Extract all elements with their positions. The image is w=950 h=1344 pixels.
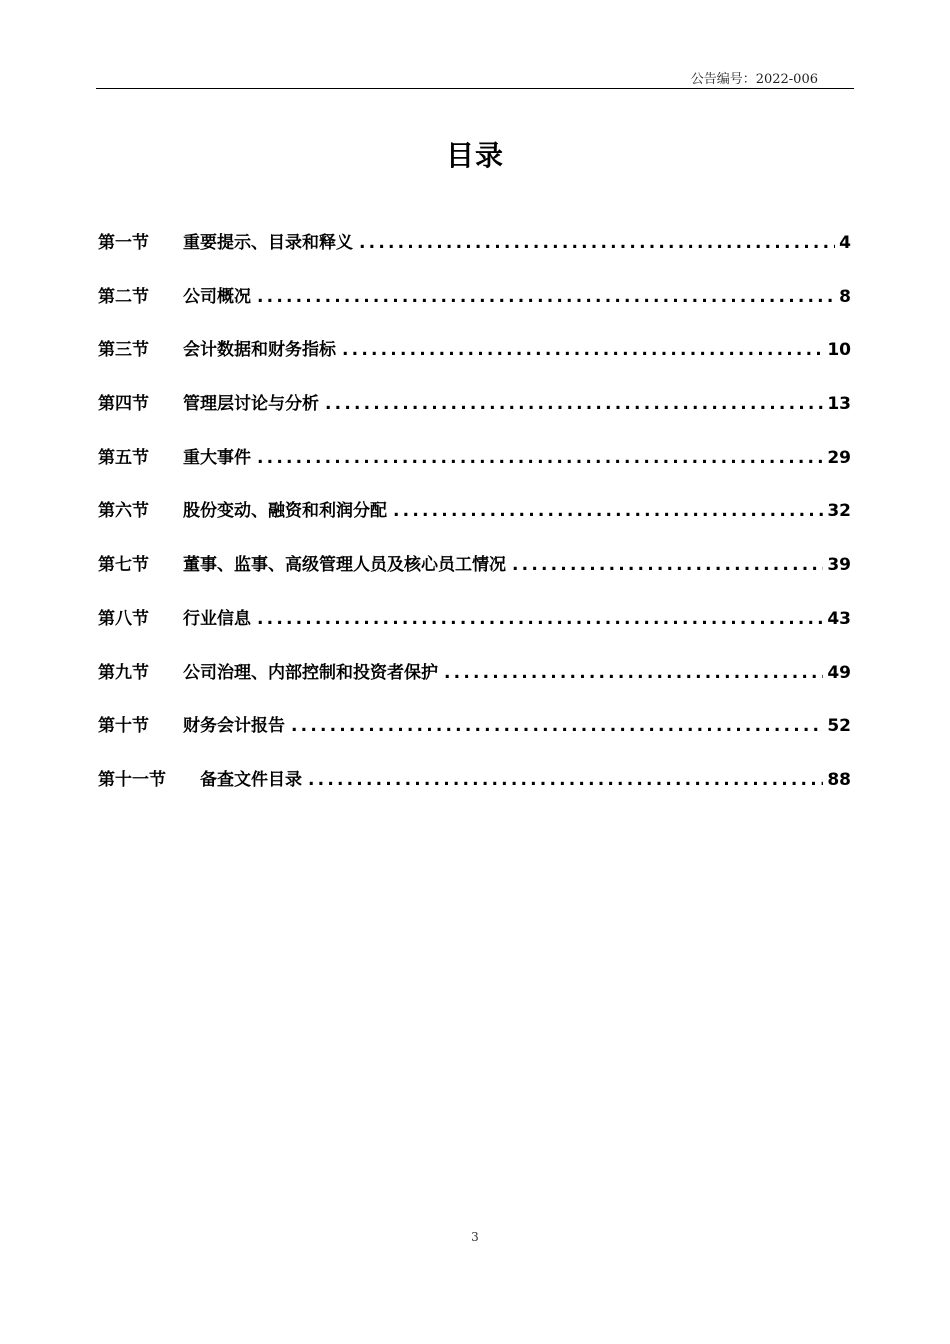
toc-page-number: 4 (839, 233, 851, 253)
toc-entry[interactable] (98, 658, 851, 712)
toc-leader-dots (444, 663, 823, 683)
toc-section-number: 第九节 (98, 662, 149, 683)
toc-leader-dots (342, 340, 823, 360)
toc-section-title: 行业信息 (183, 608, 251, 629)
toc-section-number: 第八节 (98, 608, 149, 629)
toc-page-number: 29 (827, 447, 851, 468)
toc-entry[interactable] (98, 765, 851, 819)
toc-leader-dots (257, 609, 823, 629)
toc-entry[interactable] (98, 335, 851, 389)
toc-page-number: 39 (827, 555, 851, 576)
toc-page-number: 52 (827, 716, 851, 737)
toc-entry[interactable] (98, 496, 851, 550)
toc-entry[interactable] (98, 711, 851, 765)
toc-leader-dots (257, 287, 835, 307)
page-number: 3 (471, 1230, 479, 1244)
toc-entry[interactable] (98, 389, 851, 443)
toc-leader-dots (359, 233, 835, 253)
toc-leader-dots (512, 555, 823, 575)
toc-section-title: 公司治理、内部控制和投资者保护 (183, 662, 438, 683)
header-divider (96, 88, 854, 89)
toc-list (98, 228, 851, 819)
toc-section-number: 第十节 (98, 716, 149, 737)
toc-section-title: 公司概况 (183, 286, 251, 307)
toc-section-number: 第十一节 (98, 769, 166, 790)
toc-section-number: 第七节 (98, 555, 149, 576)
toc-section-title: 财务会计报告 (183, 716, 285, 737)
toc-entry[interactable] (98, 550, 851, 604)
toc-entry[interactable] (98, 228, 851, 282)
toc-page-number: 8 (839, 286, 851, 307)
toc-section-title: 管理层讨论与分析 (183, 394, 319, 415)
toc-section-title: 重大事件 (183, 447, 251, 468)
toc-section-title: 会计数据和财务指标 (183, 340, 336, 361)
toc-section-title: 董事、监事、高级管理人员及核心员工情况 (183, 555, 506, 576)
toc-title: 目录 (445, 139, 504, 172)
toc-leader-dots (308, 770, 823, 790)
toc-section-number: 第四节 (98, 394, 149, 415)
toc-leader-dots (291, 716, 823, 736)
toc-entry[interactable] (98, 443, 851, 497)
toc-section-title: 股份变动、融资和利润分配 (183, 501, 387, 522)
announcement-number: 公告编号：2022-006 (690, 72, 818, 87)
toc-section-number: 第六节 (98, 501, 149, 522)
toc-section-title: 重要提示、目录和释义 (183, 233, 353, 253)
toc-section-number: 第二节 (98, 286, 149, 307)
toc-page-number: 43 (827, 608, 851, 629)
toc-page-number: 13 (827, 394, 851, 415)
toc-leader-dots (257, 448, 823, 468)
toc-entry[interactable] (98, 604, 851, 658)
toc-section-number: 第一节 (98, 233, 149, 253)
toc-section-title: 备查文件目录 (200, 769, 302, 790)
toc-leader-dots (325, 394, 823, 414)
toc-page-number: 32 (827, 501, 851, 522)
toc-entry[interactable] (98, 282, 851, 336)
toc-leader-dots (393, 501, 823, 521)
toc-section-number: 第三节 (98, 340, 149, 361)
toc-page-number: 10 (827, 340, 851, 361)
toc-page-number: 49 (827, 662, 851, 683)
toc-section-number: 第五节 (98, 447, 149, 468)
toc-page-number: 88 (827, 769, 851, 790)
